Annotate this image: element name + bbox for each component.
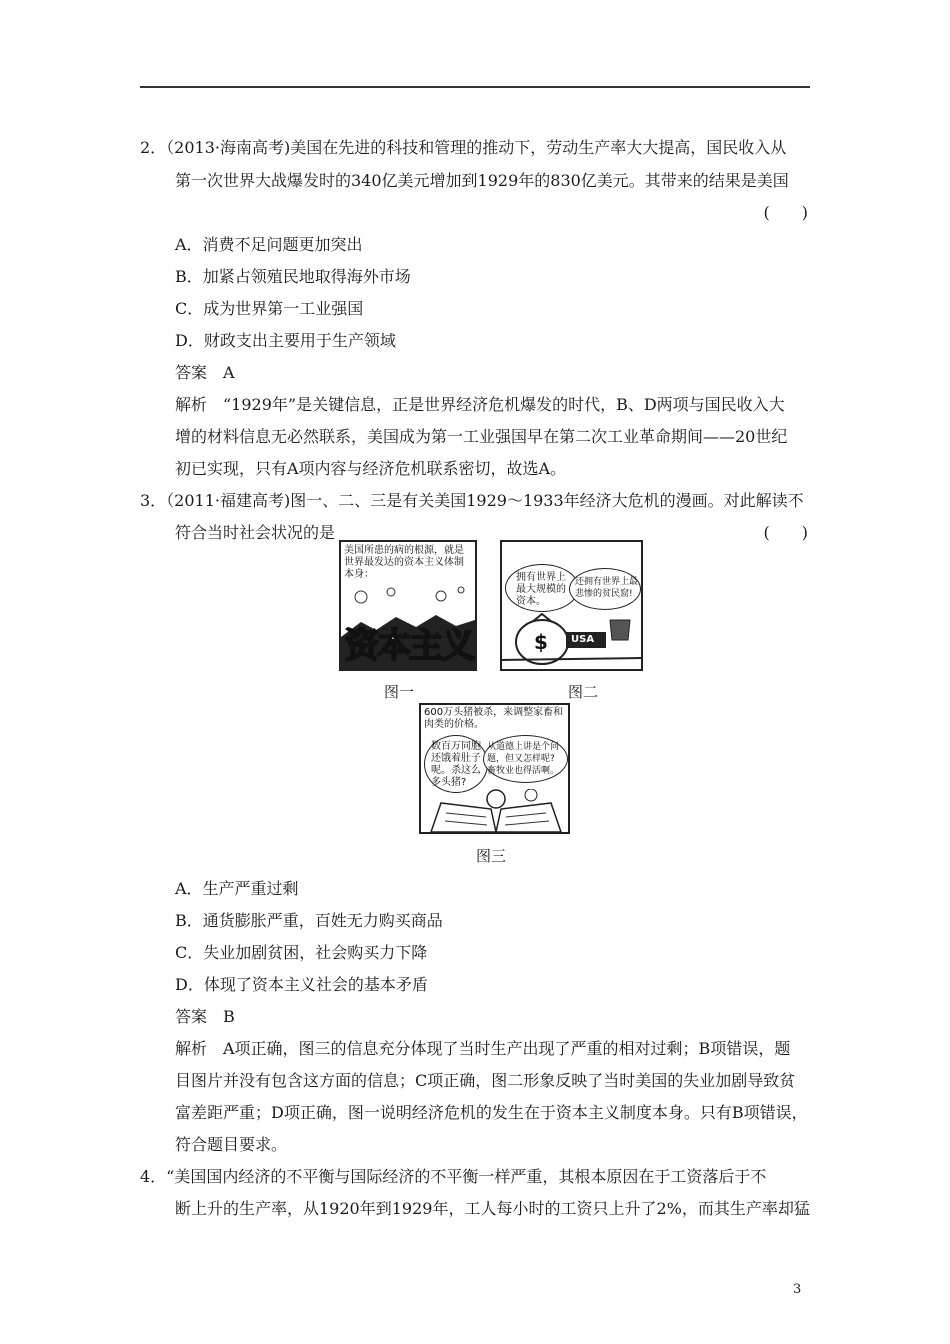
q3-answer: 答案 B	[175, 1007, 235, 1026]
q2-option-d: D．财政支出主要用于生产领域	[175, 331, 396, 350]
cartoon-three-text-line2: 肉类的价格。	[424, 719, 484, 730]
cartoon-two-caption: 图二	[568, 683, 599, 701]
q3-stem-line2: 符合当时社会状况的是	[175, 523, 336, 542]
q3-option-c: C．失业加剧贫困，社会购买力下降	[175, 943, 428, 962]
cartoon-three-right-line2: 题，但又怎样呢?	[487, 754, 555, 764]
q2-answer-paren: ( )	[763, 203, 808, 222]
q3-analysis-line3: 富差距严重；D项正确，图一说明经济危机的发生在于资本主义制度本身。只有B项错误，	[175, 1103, 808, 1122]
q3-answer-paren: ( )	[763, 523, 808, 542]
cartoon-two-usa-label: USA	[571, 634, 595, 645]
cartoon-one-text-line1: 美国所患的病的根源，就是	[344, 545, 464, 556]
page-number: 3	[793, 1282, 802, 1297]
cartoon-two-dollar-sign: $	[534, 630, 548, 654]
cartoon-one-text-line3: 本身：	[344, 569, 374, 580]
cartoon-one-capitalism-lettering: 资本主义	[345, 626, 473, 666]
cartoon-two	[500, 540, 643, 671]
cartoon-one-text-line2: 世界最发达的资本主义体制	[344, 557, 464, 568]
q2-option-b: B．加紧占领殖民地取得海外市场	[175, 267, 411, 286]
q2-analysis-line3: 初已实现，只有A项内容与经济危机联系密切，故选A。	[175, 459, 567, 478]
cartoon-one	[339, 540, 477, 671]
cartoon-two-left-line1: 拥有世界上	[516, 572, 566, 583]
cartoon-three-right-line1: 从道德上讲是个问	[487, 742, 560, 752]
cartoon-three-right-line3: 畜牧业也得活啊。	[487, 766, 560, 776]
q2-option-a: A．消费不足问题更加突出	[175, 235, 363, 254]
cartoon-three-caption: 图三	[476, 847, 507, 865]
q3-stem-line1: 3．（2011·福建高考)图一、二、三是有关美国1929～1933年经济大危机的漫画。对此解读不	[140, 491, 804, 510]
q2-stem-line2: 第一次世界大战爆发时的340亿美元增加到1929年的830亿美元。其带来的结果是美国	[175, 171, 789, 190]
cartoon-two-left-line2: 最大规模的	[516, 584, 566, 595]
q3-option-a: A．生产严重过剩	[175, 879, 299, 898]
cartoon-two-left-line3: 资本。	[516, 596, 546, 607]
cartoon-two-right-line1: 还拥有世界上最	[575, 577, 639, 587]
cartoon-three-left-line3: 呢。杀这么	[431, 765, 481, 776]
cartoon-three-left-line1: 数百万同胞	[431, 741, 481, 752]
q2-analysis-line1: 解析 “1929年”是关键信息，正是世界经济危机爆发的时代，B、D两项与国民收入大	[175, 395, 785, 414]
q3-analysis-line4: 符合题目要求。	[175, 1135, 288, 1154]
q2-analysis-line2: 增的材料信息无必然联系，美国成为第一工业强国早在第二次工业革命期间——20世纪	[175, 427, 788, 446]
q3-analysis-line1: 解析 A项正确，图三的信息充分体现了当时生产出现了严重的相对过剩；B项错误，题	[175, 1039, 791, 1058]
cartoon-three-left-line2: 还饿着肚子	[431, 753, 481, 764]
q3-analysis-line2: 目图片并没有包含这方面的信息；C项正确，图二形象反映了当时美国的失业加剧导致贫	[175, 1071, 796, 1090]
cartoon-three	[419, 703, 570, 834]
q4-stem-line1: 4．“美国国内经济的不平衡与国际经济的不平衡一样严重，其根本原因在于工资落后于不	[140, 1167, 767, 1186]
cartoon-three-illustration	[421, 789, 568, 832]
q4-stem-line2: 断上升的生产率，从1920年到1929年，工人每小时的工资只上升了2%，而其生产率却猛	[175, 1199, 810, 1218]
cartoon-one-caption: 图一	[384, 683, 415, 701]
q2-answer: 答案 A	[175, 363, 235, 382]
q3-option-b: B．通货膨胀严重，百姓无力购买商品	[175, 911, 443, 930]
q2-stem-line1: 2．（2013·海南高考)美国在先进的科技和管理的推动下，劳动生产率大大提高，国民收入从	[140, 138, 787, 157]
cartoon-three-left-line4: 多头猪?	[431, 777, 467, 788]
cartoon-two-right-line2: 悲惨的贫民窟!	[575, 589, 633, 599]
q3-option-d: D．体现了资本主义社会的基本矛盾	[175, 975, 428, 994]
cartoon-three-text-line1: 600万头猪被杀，来调整家畜和	[424, 707, 564, 718]
q2-option-c: C．成为世界第一工业强国	[175, 299, 364, 318]
header-rule	[140, 86, 810, 88]
